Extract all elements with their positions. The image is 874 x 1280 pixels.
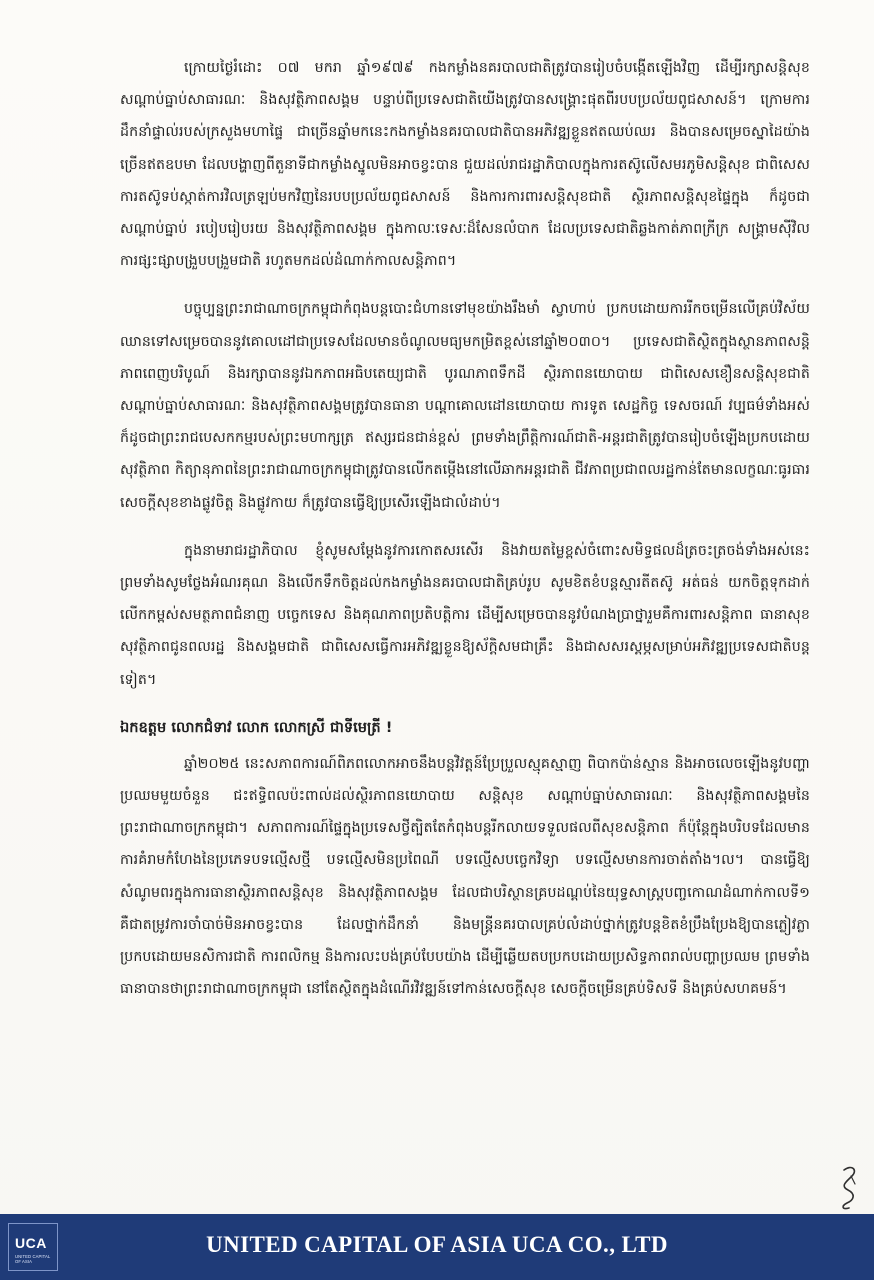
logo-subtext: UNITED CAPITAL OF ASIA [15, 1254, 51, 1264]
document-content [120, 52, 810, 1021]
paragraph-1: ក្រោយថ្ងៃរំដោះ ០៧ មករា ឆ្នាំ១៩៧៩ កងកម្លាំងនគរបាលជាតិត្រូវបានរៀបចំបង្កើតឡើងវិញ ដើម្បីរក្សាសន្តិសុខ សណ្តាប់ធ្នាប់សាធារណៈ និងសុវត្ថិភាពសង្គម បន្ទាប់ពីប្រទេសជាតិយើងត្រូវបានសង្គ្រោះផុតពីរបបប្រល័យពូជសាសន៍។ ក្រោមការដឹកនាំផ្ទាល់របស់ក្រសួងមហាផ្ទៃ ជាច្រើនឆ្នាំមកនេះកងកម្លាំងនគរបាលជាតិបានអភិវឌ្ឍខ្លួនឥតឈប់ឈរ និងបានសម្រេចស្នាដៃយ៉ាងច្រើនឥតឧបមា ដែលបង្ហាញពីតួនាទីជាកម្លាំងស្នូលមិនអាចខ្វះបាន ជួយដល់រាជរដ្ឋាភិបាលក្នុងការតស៊ូលើសមរភូមិសន្តិសុខ ជាពិសេសការតស៊ូទប់ស្កាត់ការវិលត្រឡប់មកវិញនៃរបបប្រល័យពូជសាសន៍ និងការការពារសន្តិសុខជាតិ ស្ថិរភាពសន្តិសុខផ្ទៃក្នុង ក៏ដូចជាសណ្តាប់ធ្នាប់ របៀបរៀបរយ និងសុវត្ថិភាពសង្គម ក្នុងកាលៈទេសៈដ៏សែនលំបាក ដែលប្រទេសជាតិឆ្លងកាត់ភាពក្រីក្រ សង្គ្រាមស៊ីវិល ការផ្សះផ្សាបង្រួបបង្រួមជាតិ រហូតមកដល់ដំណាក់កាលសន្តិភាព។ [120, 60, 810, 270]
company-name: UNITED CAPITAL OF ASIA UCA CO., LTD [206, 1232, 668, 1257]
paragraph-3: ក្នុងនាមរាជរដ្ឋាភិបាល ខ្ញុំសូមសម្តែងនូវការកោតសរសើរ និងវាយតម្លៃខ្ពស់ចំពោះសមិទ្ធផលដ៏ត្រចះត្រចង់ទាំងអស់នេះ ព្រមទាំងសូមថ្លែងអំណរគុណ និងលើកទឹកចិត្តដល់កងកម្លាំងនគរបាលជាតិគ្រប់រូប សូមខិតខំបន្តស្មារតីតស៊ូ អត់ធន់ យកចិត្តទុកដាក់លើកកម្ពស់សមត្ថភាពជំនាញ បច្ចេកទេស និងគុណភាពប្រតិបត្តិការ ដើម្បីសម្រេចបាននូវបំណងប្រាថ្នារួមគឺការពារសន្តិភាព ធានាសុខសុវត្ថិភាពជូនពលរដ្ឋ និងសង្គមជាតិ ជាពិសេសធ្វើការអភិវឌ្ឍខ្លួនឱ្យស័ក្តិសមជាគ្រឹះ និងជាសសរស្តម្ភសម្រាប់អភិវឌ្ឍប្រទេសជាតិបន្តទៀត។ [120, 542, 810, 688]
paragraph-2: បច្ចុប្បន្នព្រះរាជាណាចក្រកម្ពុជាកំពុងបន្តបោះជំហានទៅមុខយ៉ាងរឹងមាំ ស្វាហាប់ ប្រកបដោយការរីកចម្រើនលើគ្រប់វិស័យ ឈានទៅសម្រេចបាននូវគោលដៅជាប្រទេសដែលមានចំណូលមធ្យមកម្រិតខ្ពស់នៅឆ្នាំ២០៣០។ ប្រទេសជាតិស្ថិតក្នុងស្ថានភាពសន្តិភាពពេញបរិបូណ៍ និងរក្សាបាននូវឯកភាពអធិបតេយ្យជាតិ បូរណភាពទឹកដី ស្ថិរភាពនយោបាយ ជាពិសេសខឿនសន្តិសុខជាតិ សណ្តាប់ធ្នាប់សាធារណៈ និងសុវត្ថិភាពសង្គមត្រូវបានធានា បណ្តាគោលដៅនយោបាយ ការទូត សេដ្ឋកិច្ច ទេសចរណ៍ វប្បធម៌ទាំងអស់ ក៏ដូចជាព្រះរាជបេសកកម្មរបស់ព្រះមហាក្សត្រ ឥស្សរជនជាន់ខ្ពស់ ព្រមទាំងព្រឹត្តិការណ៍ជាតិ-អន្តរជាតិត្រូវបានរៀបចំឡើងប្រកបដោយសុវត្ថិភាព កិត្យានុភាពនៃព្រះរាជាណាចក្រកម្ពុជាត្រូវបានលើកតម្កើងនៅលើឆាកអន្តរជាតិ ជីវភាពប្រជាពលរដ្ឋកាន់តែមានលក្ខណៈធូរធារ សេចក្តីសុខខាងផ្លូវចិត្ត និងផ្លូវកាយ ក៏ត្រូវបានធ្វើឱ្យប្រសើរឡើងជាលំដាប់។ [120, 301, 810, 511]
salutation-heading: ឯកឧត្តម លោកជំទាវ លោក លោកស្រី ជាទីមេត្រី ! [120, 718, 393, 736]
closing-paragraph: ឆ្នាំ២០២៥ នេះសភាពការណ៍ពិភពលោកអាចនឹងបន្តវិវត្តន៍ប្រែប្រួលស្មុគស្មាញ ពិបាកប៉ាន់ស្មាន និងអាចលេចឡើងនូវបញ្ហាប្រឈមមួយចំនួន ជះឥទ្ធិពលប៉ះពាល់ដល់ស្ថិរភាពនយោបាយ សន្តិសុខ សណ្តាប់ធ្នាប់សាធារណៈ និងសុវត្ថិភាពសង្គមនៃព្រះរាជាណាចក្រកម្ពុជា។ សភាពការណ៍ផ្ទៃក្នុងប្រទេសថ្វីត្បិតតែកំពុងបន្តរីកលាយទទួលផលពីសុខសន្តិភាព ក៏ប៉ុន្តែក្នុងបរិបទដែលមានការគំរាមកំហែងនៃប្រភេទបទល្មើសថ្មី បទល្មើសមិនប្រពៃណី បទល្មើសបច្ចេកវិទ្យា បទល្មើសមានការចាត់តាំង។ល។ បានធ្វើឱ្យសំណូមពរក្នុងការធានាស្ថិរភាពសន្តិសុខ និងសុវត្ថិភាពសង្គម ដែលជាបរិស្ថានគ្របដណ្តប់នៃយុទ្ធសាស្ត្របញ្ចកោណដំណាក់កាលទី១ គឺជាតម្រូវការចាំបាច់មិនអាចខ្វះបាន ដែលថ្នាក់ដឹកនាំ និងមន្ត្រីនគរបាលគ្រប់លំដាប់ថ្នាក់ត្រូវបន្តខិតខំប្រឹងប្រែងឱ្យបានភ្លៀវភ្លា ប្រកបដោយមនសិការជាតិ ការពលិកម្ម និងការលះបង់គ្រប់បែបយ៉ាង ដើម្បីឆ្លើយតបប្រកបដោយប្រសិទ្ធភាពរាល់បញ្ហាប្រឈម ព្រមទាំងធានាបានថាព្រះរាជាណាចក្រកម្ពុជា នៅតែស្ថិតក្នុងដំណើរវិវឌ្ឍន៍ទៅកាន់សេចក្តីសុខ សេចក្តីចម្រើនគ្រប់ទិសទី និងគ្រប់សហគមន៍។ [120, 755, 810, 998]
footer-bar [0, 1214, 874, 1280]
signature-icon [834, 1162, 864, 1212]
logo-text: UCA [15, 1235, 47, 1251]
